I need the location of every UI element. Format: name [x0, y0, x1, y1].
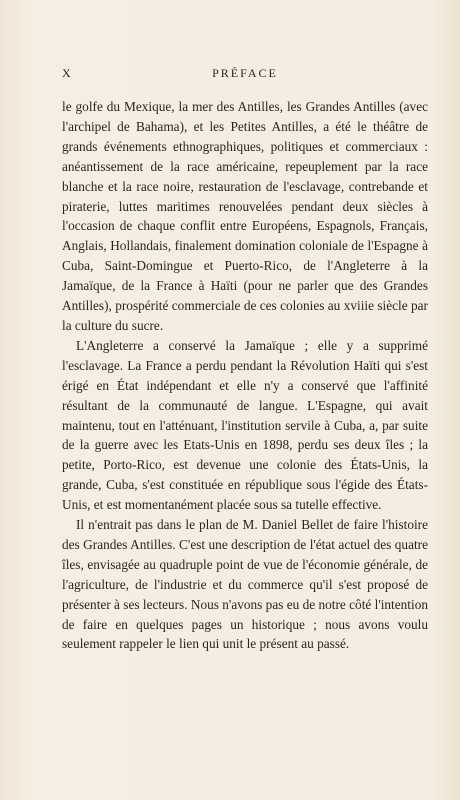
paragraph-continued: le golfe du Mexique, la mer des Antilles, les Grandes Antilles (avec l'archipel de Bahama), et les Petites Antilles, a été le théâtre de grands événements ethnographiques, politiques et commerciaux : anéantissement de la race américaine, repeuplement par la race blanche et la race noire, restauration de l'esclavage, contrebande et piraterie, luttes maritimes renouvelées pendant deux siècles à l'occasion de chaque conflit entre Européens, Espagnols, Français, Anglais, Hollandais, finalement domination coloniale de l'Espagne à Cuba, Saint-Domingue et Puerto-Rico, de l'Angleterre à la Jamaïque, de la France à Haïti (pour ne parler que des Grandes Antilles), prospérité commerciale de ces colonies au xviiie siècle par la culture du sucre. [62, 99, 428, 333]
paragraph: Il n'entrait pas dans le plan de M. Daniel Bellet de faire l'histoire des Grandes Antilles. C'est une description de l'état actuel des quatre îles, envisagée au quadruple point de vue de l'économie générale, de l'agriculture, de l'industrie et du commerce qu'il s'est proposé de présenter à ses lecteurs. Nous n'avons pas eu de notre côté l'intention de faire en quelques pages un historique ; nous avons voulu seulement rappeler le lien qui unit le présent au passé. [62, 517, 428, 652]
running-title: PRÉFACE [212, 66, 278, 80]
body-text [62, 97, 428, 654]
page-header [62, 66, 428, 82]
paragraph: L'Angleterre a conservé la Jamaïque ; elle y a supprimé l'esclavage. La France a perdu pendant la Révolution Haïti qui s'est érigé en État indépendant et elle n'y a conservé que l'affinité résultant de la communauté de langue. L'Espagne, qui avait maintenu, tout en l'atténuant, l'institution servile à Cuba, a, par suite de la guerre avec les Etats-Unis en 1898, perdu ses deux îles ; la petite, Porto-Rico, est devenue une colonie des États-Unis, la grande, Cuba, s'est constituée en république sous l'égide des États-Unis, et est momentanément placée sous sa tutelle effective. [62, 337, 428, 513]
page-number: X [62, 66, 72, 80]
